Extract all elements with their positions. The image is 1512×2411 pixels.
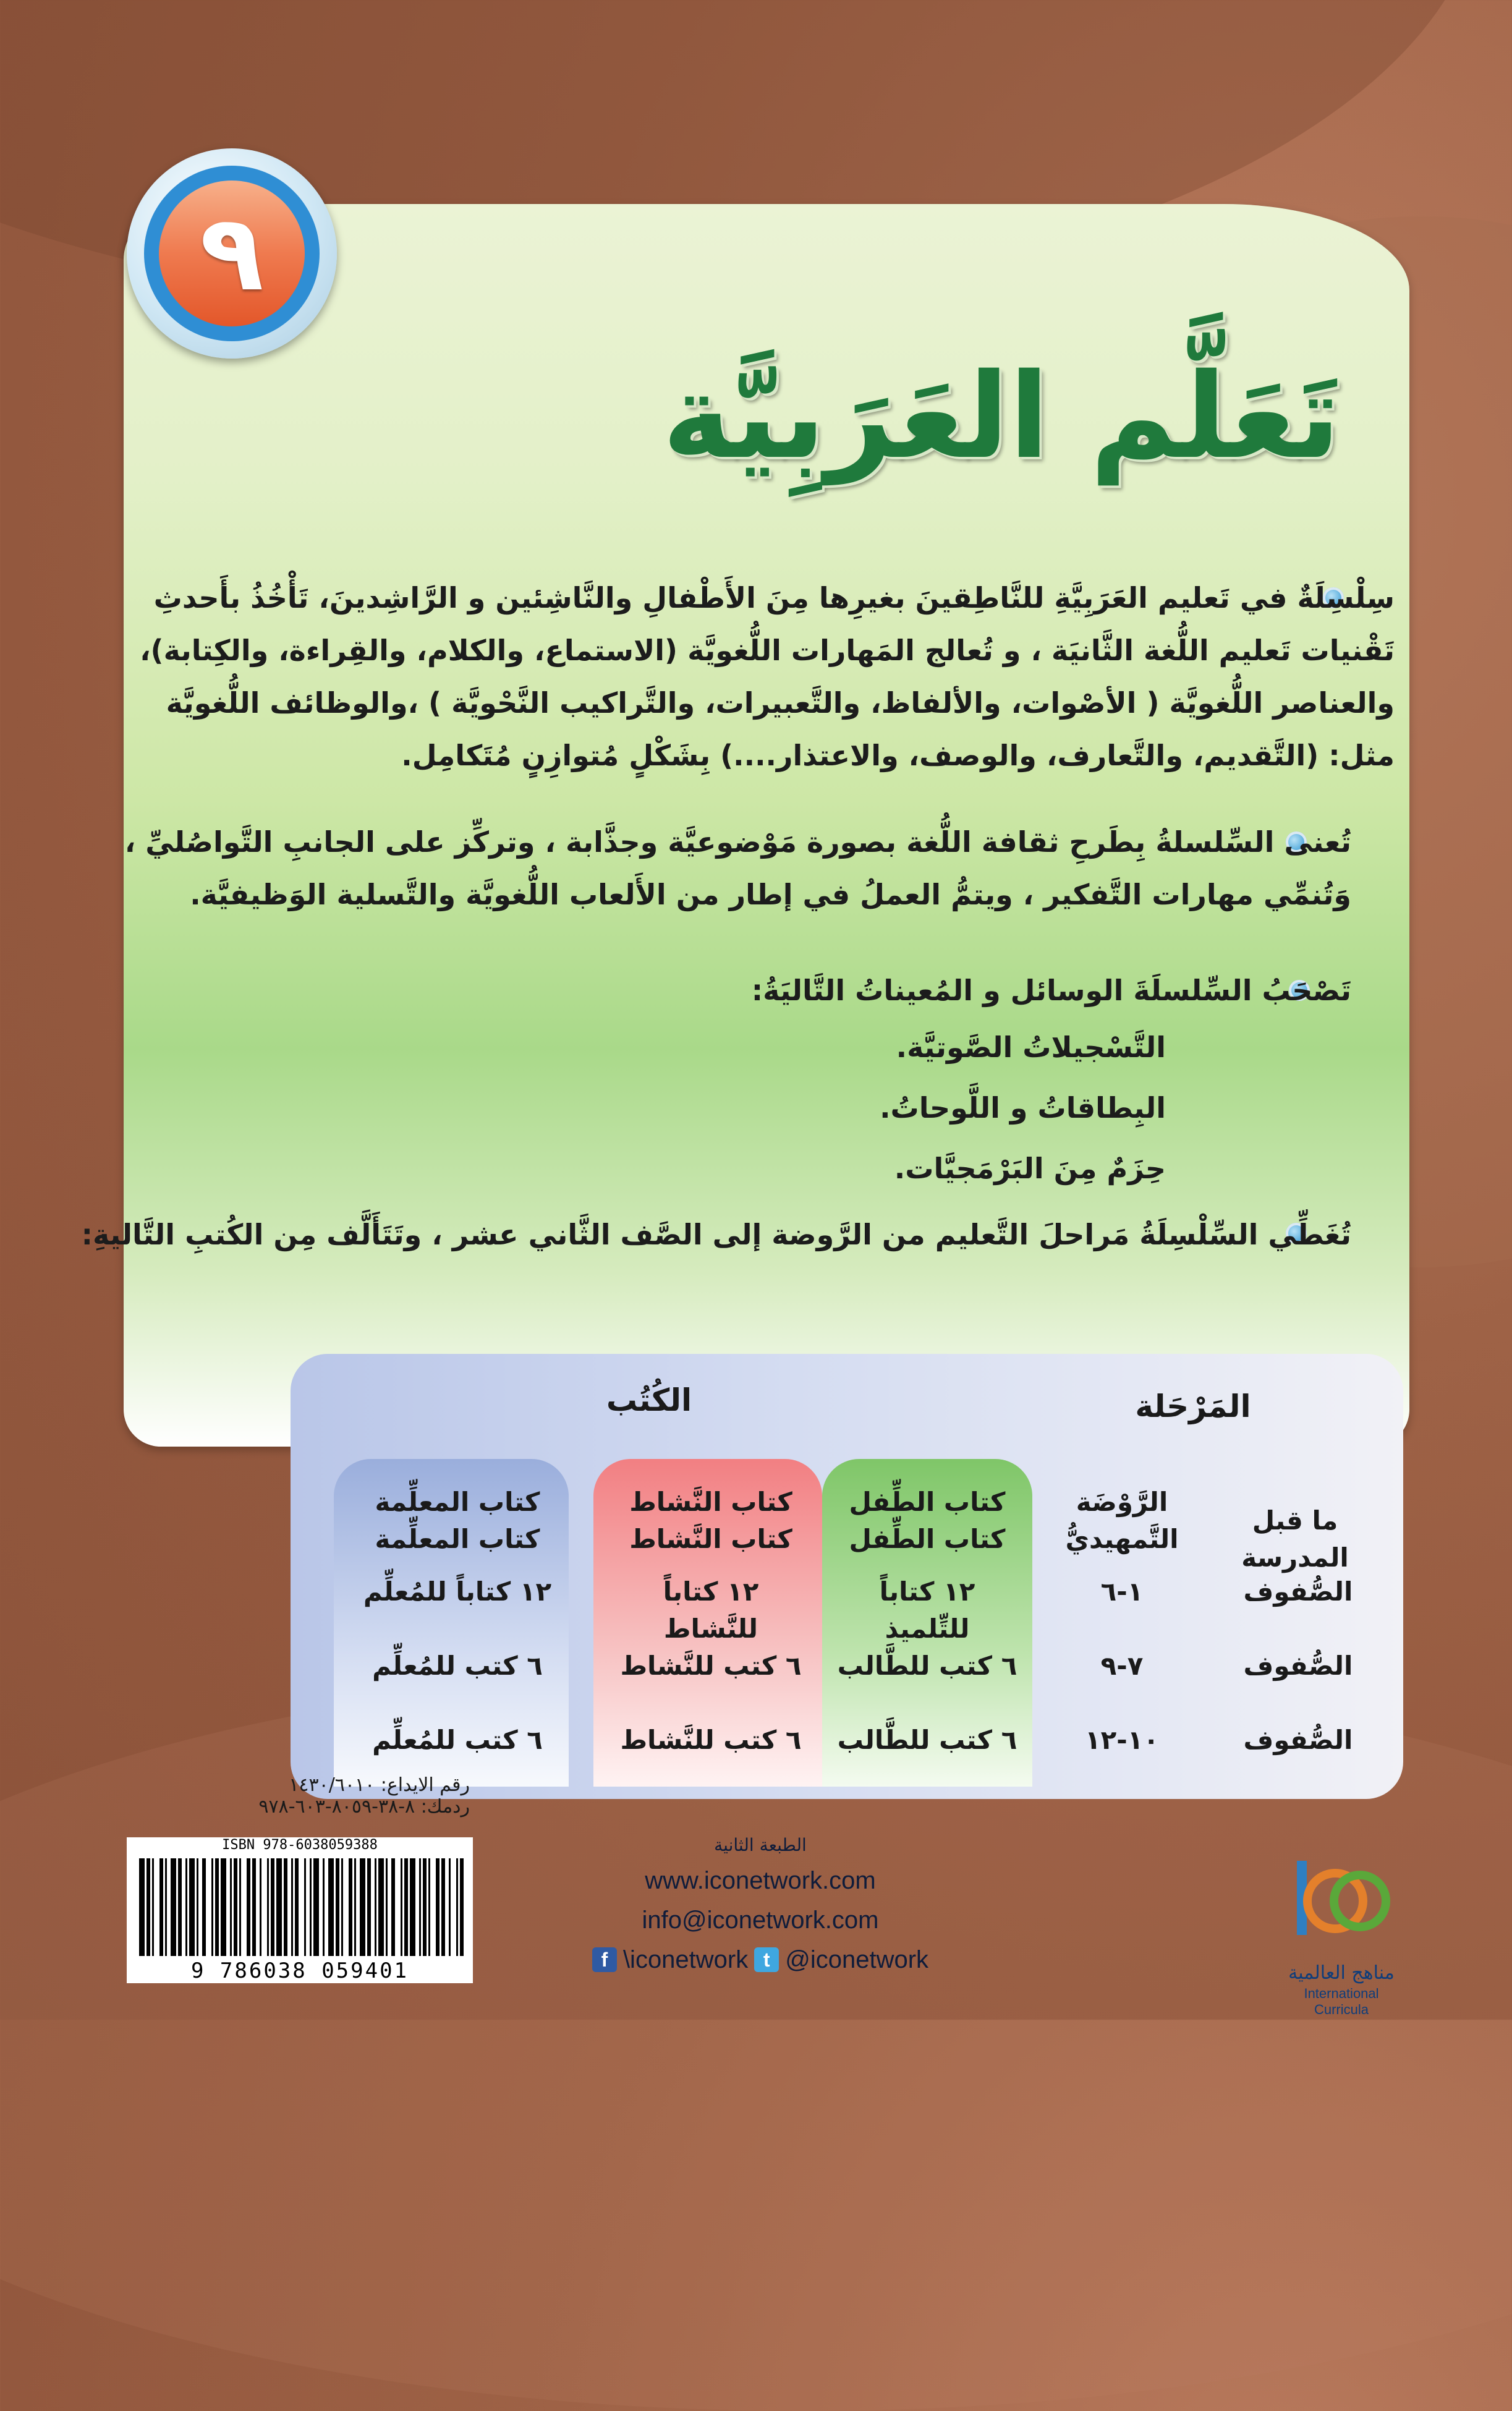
header-teacher-book (359, 1484, 556, 1558)
row-teacher: ٦ كتب للمُعلِّم (372, 1725, 543, 1755)
twitter-icon[interactable]: t (754, 1947, 779, 1972)
row-child: ٦ كتب للطَّالب (837, 1725, 1017, 1755)
header-kg-line: التَّمهيديُّ (1065, 1524, 1179, 1554)
header-line: كتاب الطِّفل (849, 1524, 1006, 1554)
text-line: تُغَطِّي السِّلْسِلَةُ مَراحلَ التَّعليم من الرَّوضة إلى الصَّف الثَّاني عشر ، وتَتَأَلَّف مِن الكُتبِ التَّاليةِ: (81, 1218, 1351, 1251)
header-line: كتاب المعلِّمة (375, 1524, 540, 1554)
paragraph-coverage (82, 1209, 1351, 1261)
text-line: تُعنى السِّلسلةُ بِطَرحِ ثقافة اللُّغة بصورة مَوْضوعيَّة وجذَّابة ، وتركِّز على الجانبِ التَّواصُليِّ ، (124, 825, 1351, 859)
facebook-icon[interactable]: f (592, 1947, 617, 1972)
header-stage: المَرْحَلة (1135, 1388, 1251, 1424)
text-line: والعناصر اللُّغويَّة ( الأصْوات، والألفاظ، والتَّعبيرات، والتَّراكيب النَّحْويَّة ) ،والوظائف اللُّغويَّة (166, 686, 1395, 720)
row-activity: ١٢ كتاباً للنَّشاط (663, 1576, 759, 1644)
deposit-number: رقم الايداع: ١٤٣٠/٦٠١٠ (289, 1774, 470, 1796)
header-kg (1051, 1484, 1193, 1558)
contact-info (575, 1830, 946, 1979)
row-activity: ٦ كتب للنَّشاط (620, 1725, 802, 1755)
header-line: كتاب النَّشاط (629, 1487, 792, 1517)
text-line: سِلْسِلَةٌ في تَعليم العَرَبِيَّةِ للنَّاطِقينَ بغيرِها مِنَ الأَطْفالِ والنَّاشِئين و الرَّاشِدينَ، تَأْخُذُ بأَحدثِ (153, 581, 1395, 614)
paragraph-intro (140, 572, 1395, 782)
email-link[interactable]: info@iconetwork.com (642, 1907, 879, 1934)
header-line: كتاب المعلِّمة (375, 1487, 540, 1517)
isbn-arabic: ردمك: ٨-٣٨-٨٠٥٩-٦٠٣-٩٧٨ (258, 1796, 470, 1818)
header-kg-line: الرَّوْضَة (1076, 1487, 1168, 1517)
paragraph-aids (752, 964, 1351, 1017)
row-label: الصُّفوف (1243, 1725, 1353, 1755)
row-activity: ٦ كتب للنَّشاط (620, 1651, 802, 1681)
twitter-handle[interactable]: @iconetwork (785, 1946, 929, 1973)
book-title: تَعَلَّم العَرَبِيَّة (662, 348, 1341, 485)
header-line: كتاب الطِّفل (849, 1487, 1006, 1517)
isbn-label: ISBN 978-6038059388 (127, 1837, 473, 1853)
publication-info (117, 1774, 470, 1818)
paragraph-culture (125, 816, 1351, 921)
row-label: الصُّفوف (1243, 1576, 1353, 1607)
facebook-handle[interactable]: \iconetwork (622, 1946, 749, 1973)
row-child: ١٢ كتاباً للتِّلميذ (879, 1576, 975, 1644)
text-line: مثل: (التَّقديم، والتَّعارف، والوصف، والاعتذار....) بِشَكْلٍ مُتوازِنٍ مُتَكامِل. (401, 739, 1395, 772)
row-teacher: ١٢ كتاباً للمُعلِّم (363, 1576, 552, 1607)
list-item: حِزَمٌ مِنَ البَرْمَجيَّات. (894, 1152, 1166, 1185)
header-activity-book (612, 1484, 810, 1558)
badge-core (159, 181, 305, 326)
list-item: البِطاقاتُ و اللَّوحاتُ. (880, 1091, 1166, 1125)
header-preschool: ما قبل المدرسة (1241, 1505, 1349, 1573)
publisher-name-en: International Curricula (1304, 1986, 1379, 2017)
website-link[interactable]: www.iconetwork.com (645, 1867, 876, 1894)
text-line: تَقْنيات تَعليم اللُّغة الثَّانيَة ، و تُعالج المَهارات اللُّغويَّة (الاستماع، والكلام، والقِراءة، والكِتابة)، (140, 634, 1395, 667)
volume-badge (127, 148, 337, 359)
edition-label: الطبعة الثانية (714, 1835, 807, 1855)
social-links (575, 1940, 946, 1979)
row-range: ١٠-١٢ (1085, 1725, 1159, 1755)
barcode-icon (127, 1853, 473, 1958)
row-range: ٧-٩ (1100, 1651, 1144, 1681)
publisher-name-ar: مناهج العالمية (1288, 1962, 1395, 1984)
row-label: الصُّفوف (1243, 1651, 1353, 1681)
text-line: وَتُنمِّي مهارات التَّفكير ، ويتمُّ العملُ في إطار من الأَلعاب اللُّغويَّة والتَّسلية الوَظيفيَّة. (190, 878, 1351, 911)
header-books: الكُتُب (606, 1382, 692, 1418)
header-child-book (835, 1484, 1020, 1558)
row-range: ١-٦ (1100, 1576, 1144, 1607)
row-teacher: ٦ كتب للمُعلِّم (372, 1651, 543, 1681)
row-child: ٦ كتب للطَّالب (837, 1651, 1017, 1681)
volume-number: ٩ (200, 192, 264, 315)
barcode-digits: 9 786038 059401 (127, 1958, 473, 1983)
text-line: تَصْحَبُ السِّلسلَةَ الوسائل و المُعيناتُ التَّاليَةُ: (751, 974, 1351, 1007)
aids-list (880, 1017, 1166, 1199)
header-line: كتاب النَّشاط (629, 1524, 792, 1554)
list-item: التَّسْجيلاتُ الصَّوتيَّة. (896, 1031, 1166, 1064)
